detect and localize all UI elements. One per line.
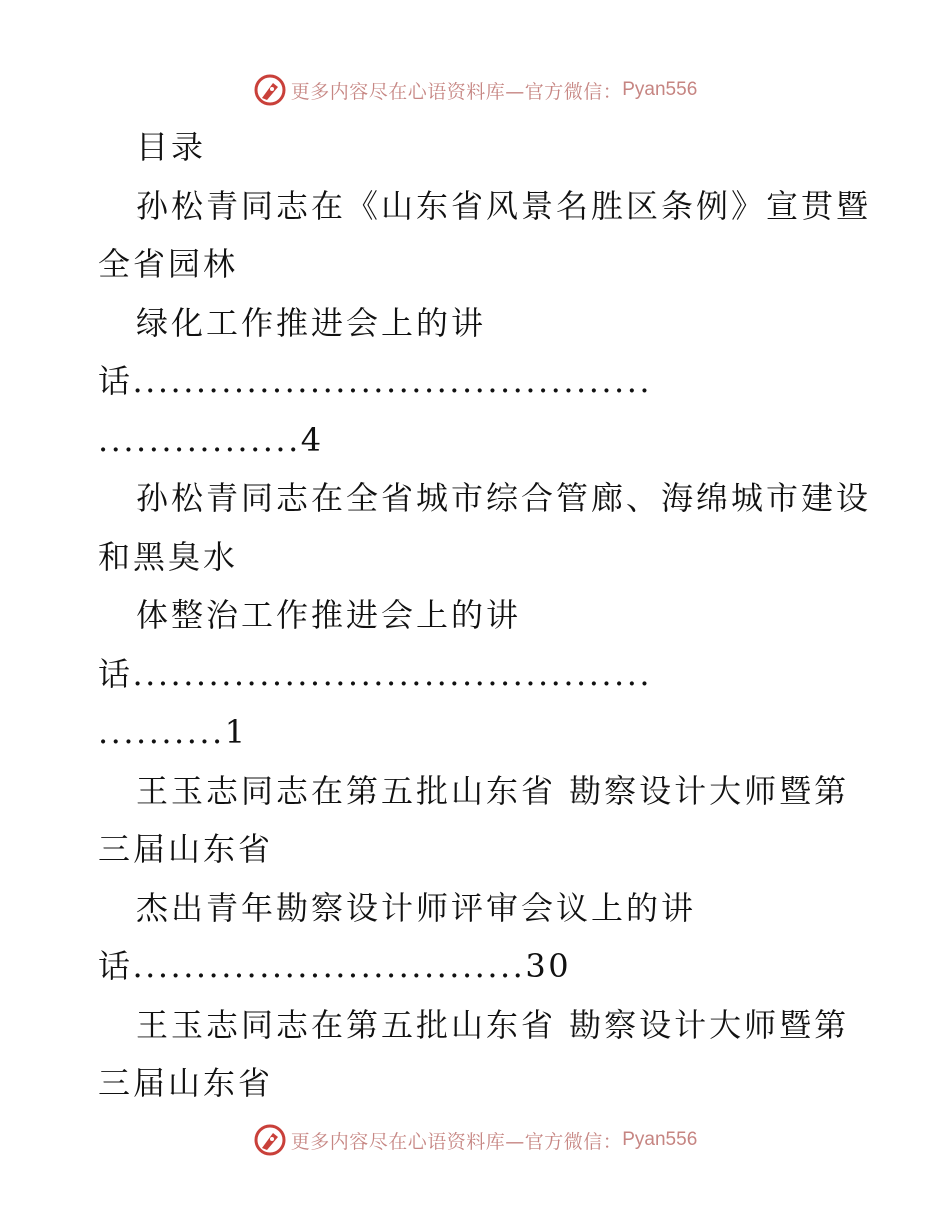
toc-line: 话......................................... — [98, 654, 653, 693]
toc-line: 绿化工作推进会上的讲 — [136, 303, 487, 342]
watermark-wechat-id: Pyan556 — [622, 1129, 698, 1150]
pen-nib-logo-icon — [253, 1123, 287, 1157]
toc-page-number: 话...............................30 — [98, 947, 572, 985]
toc-line: 三届山东省 — [98, 1064, 274, 1102]
toc-line: 全省园林 — [98, 245, 239, 283]
toc-line: 王玉志同志在第五批山东省 勘察设计大师暨第 — [136, 771, 850, 810]
watermark-text: 更多内容尽在心语资料库—官方微信： — [290, 1130, 623, 1153]
watermark-header — [0, 70, 950, 110]
toc-page-number: ................4 — [98, 420, 324, 459]
toc-line: 和黑臭水 — [98, 537, 239, 576]
toc-line: 孙松青同志在全省城市综合管廊、海绵城市建设 — [136, 479, 872, 517]
toc-page-number: ..........1 — [98, 713, 248, 751]
toc-heading: 目录 — [136, 128, 207, 166]
watermark-footer — [0, 1120, 950, 1160]
watermark-text: 更多内容尽在心语资料库—官方微信： — [290, 80, 623, 103]
toc-line: 王玉志同志在第五批山东省 勘察设计大师暨第 — [136, 1005, 850, 1044]
watermark-wechat-id: Pyan556 — [622, 79, 698, 100]
toc-line: 体整治工作推进会上的讲 — [136, 596, 522, 634]
table-of-contents — [98, 118, 872, 1113]
pen-nib-logo-icon — [253, 73, 287, 107]
toc-line: 孙松青同志在《山东省风景名胜区条例》宣贯暨 — [136, 186, 872, 225]
toc-line: 三届山东省 — [98, 830, 274, 868]
toc-line: 杰出青年勘察设计师评审会议上的讲 — [136, 888, 697, 927]
toc-line: 话......................................... — [98, 362, 653, 400]
